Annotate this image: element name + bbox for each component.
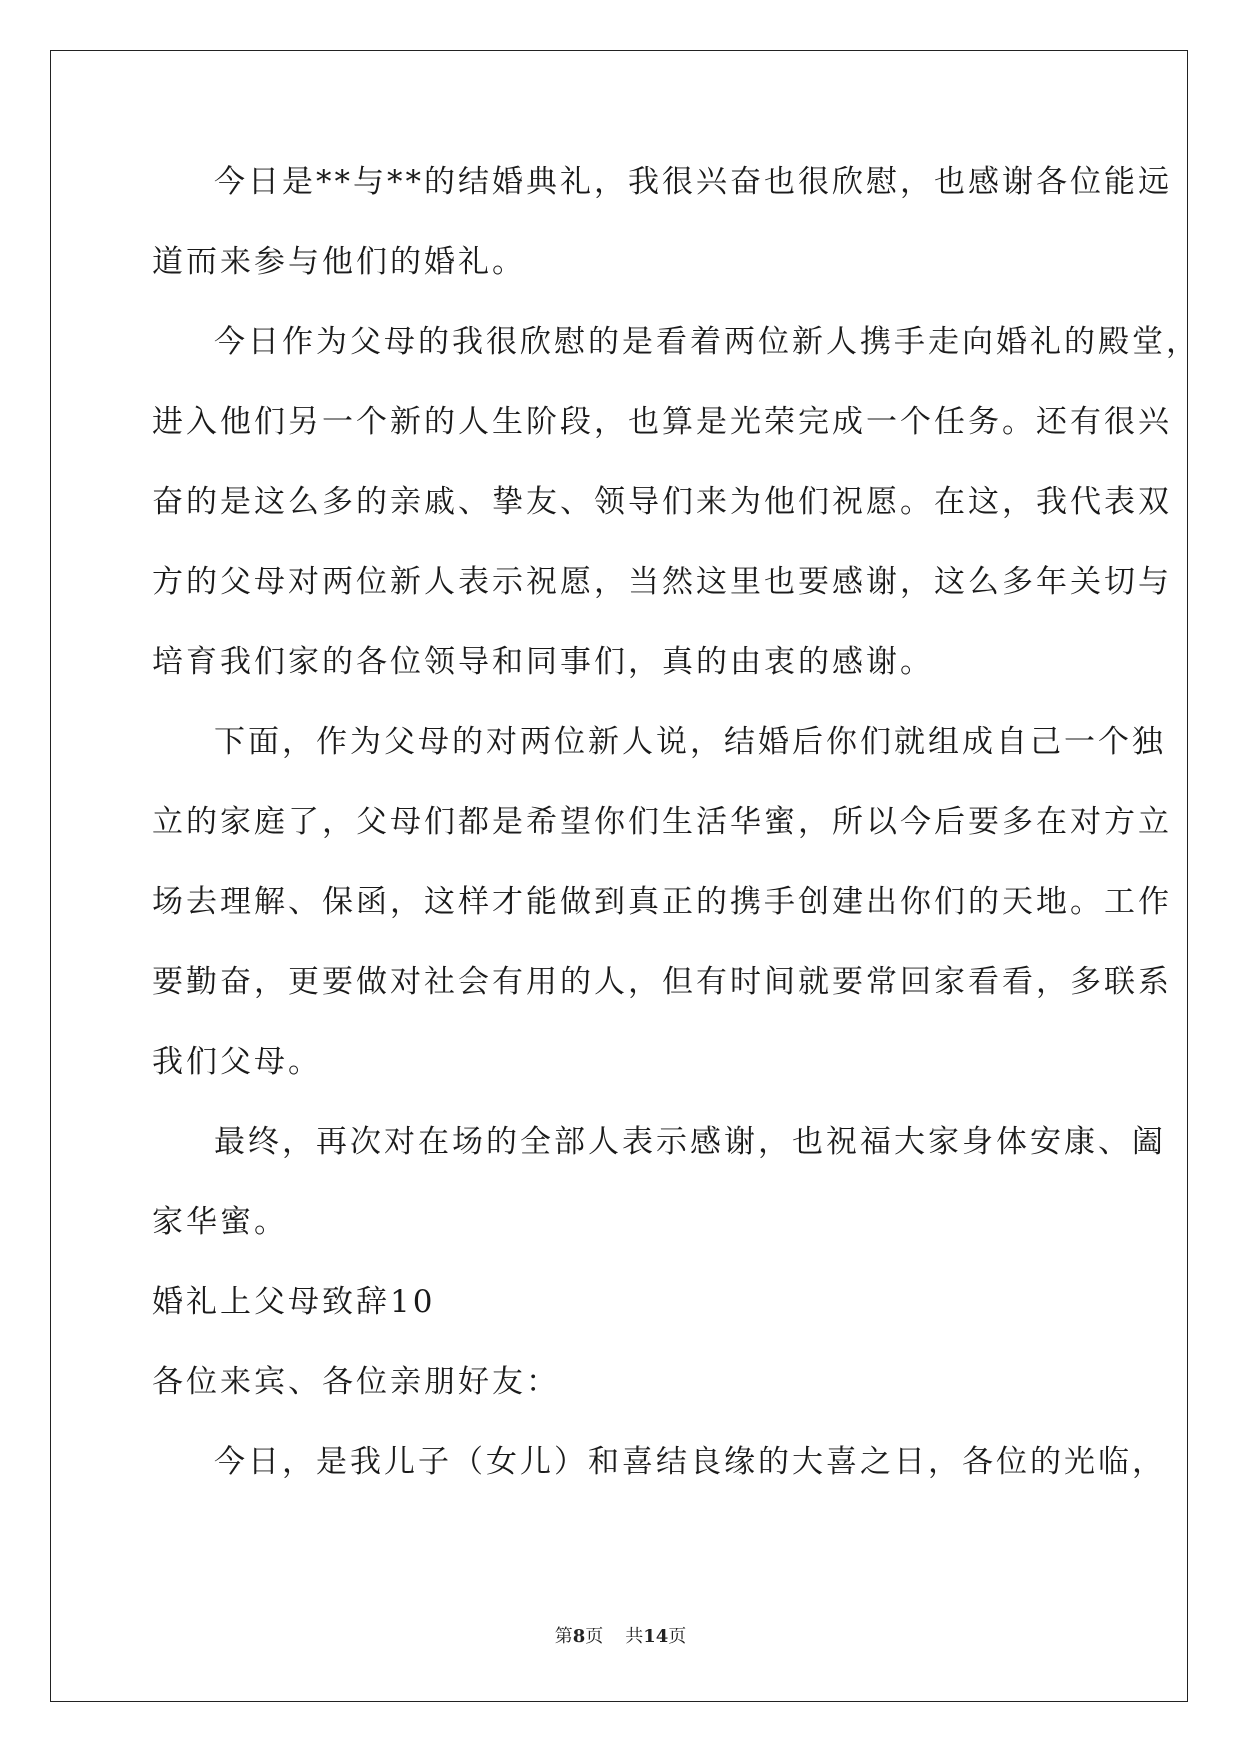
text-line: 道而来参与他们的婚礼。 [152,244,526,280]
text-line: 场去理解、保函，这样才能做到真正的携手创建出你们的天地。工作 [152,884,1172,920]
text-line: 家华蜜。 [152,1204,288,1240]
page-prefix: 第 [554,1626,573,1647]
text-line: 方的父母对两位新人表示祝愿，当然这里也要感谢，这么多年关切与 [152,564,1172,600]
text-line: 我们父母。 [152,1044,322,1080]
page-footer [0,1622,1241,1648]
text-line: 培育我们家的各位领导和同事们，真的由衷的感谢。 [152,644,934,680]
total-pages: 14 [643,1626,669,1647]
total-prefix: 共 [625,1626,644,1647]
text-line: 立的家庭了，父母们都是希望你们生活华蜜，所以今后要多在对方立 [152,804,1172,840]
text-line: 下面，作为父母的对两位新人说，结婚后你们就组成自己一个独 [214,724,1166,760]
text-line: 今日是**与**的结婚典礼，我很兴奋也很欣慰，也感谢各位能远 [214,164,1172,200]
text-line: 最终，再次对在场的全部人表示感谢，也祝福大家身体安康、阖 [214,1124,1166,1160]
document-body [152,162,1200,1522]
salutation: 各位来宾、各位亲朋好友： [152,1364,560,1400]
total-suffix: 页 [668,1626,687,1647]
page-suffix: 页 [585,1626,604,1647]
text-line: 奋的是这么多的亲戚、挚友、领导们来为他们祝愿。在这，我代表双 [152,484,1172,520]
text-line: 要勤奋，更要做对社会有用的人，但有时间就要常回家看看，多联系 [152,964,1172,1000]
text-line: 进入他们另一个新的人生阶段，也算是光荣完成一个任务。还有很兴 [152,404,1172,440]
text-line: 今日作为父母的我很欣慰的是看着两位新人携手走向婚礼的殿堂， [214,324,1200,360]
page-number: 8 [572,1626,586,1647]
text-line: 今日，是我儿子（女儿）和喜结良缘的大喜之日，各位的光临， [214,1444,1166,1480]
section-heading: 婚礼上父母致辞10 [152,1284,436,1320]
